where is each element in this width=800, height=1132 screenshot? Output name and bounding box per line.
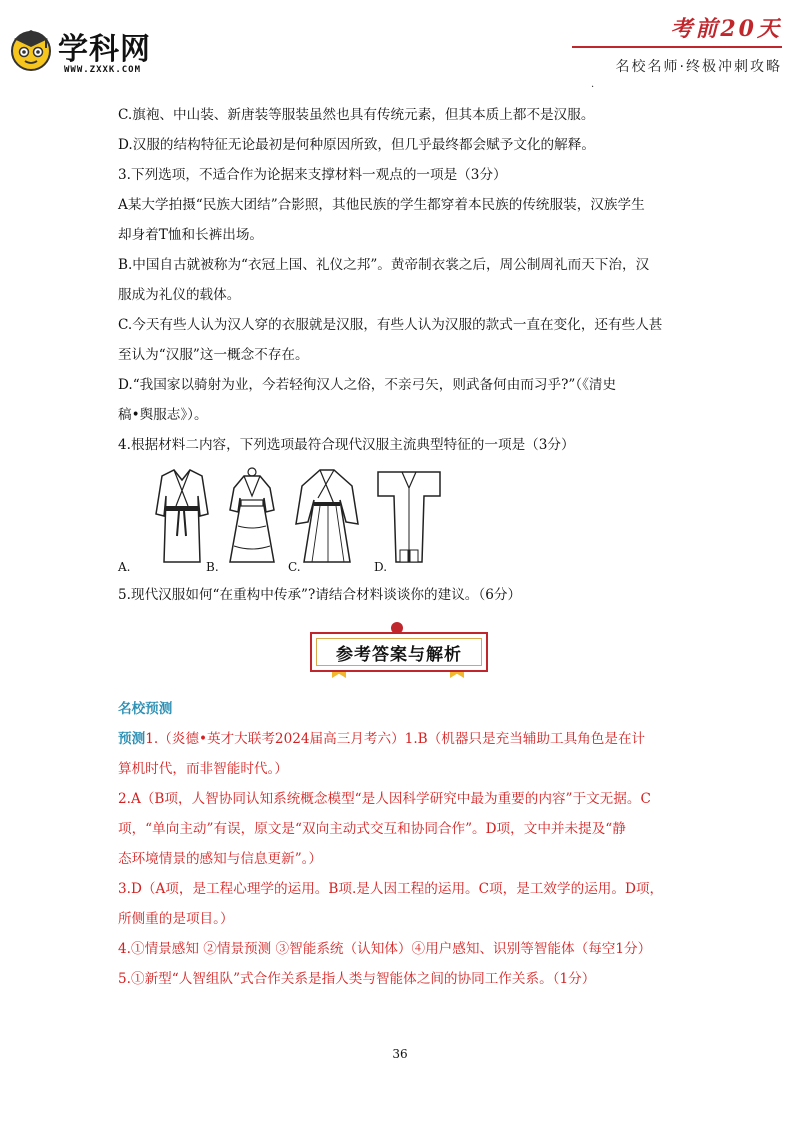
- question-4: 4.根据材料二内容，下列选项最符合现代汉服主流典型特征的一项是（3分）: [118, 437, 575, 453]
- question-3: 3.下列选项，不适合作为论据来支撑材料一观点的一项是（3分）: [118, 167, 507, 183]
- crossed-collar-hanfu-icon: [294, 466, 360, 566]
- layered-dress-icon: [224, 466, 280, 566]
- option-c-line2: 至认为“汉服”这一概念不存在。: [118, 347, 309, 363]
- banner-pin-icon: [391, 622, 403, 634]
- banner-frame: [310, 632, 488, 672]
- option-a-line2: 却身着T恤和长裤出场。: [118, 227, 264, 243]
- section-title: 名校预测: [118, 701, 173, 717]
- header-divider: [572, 46, 782, 48]
- site-logo: [8, 18, 178, 78]
- answer-3-line1: 3.D（A项，是工程心理学的运用。B项.是人因工程的运用。C项，是工效学的运用。D项，: [118, 881, 664, 897]
- option-a-line1: A某大学拍摄“民族大团结”合影照，其他民族的学生都穿着本民族的传统服装，汉族学生: [118, 197, 645, 213]
- header-tagline: [582, 14, 782, 78]
- figure-label-b: B.: [206, 560, 219, 574]
- logo-title: 学科网: [58, 32, 151, 67]
- logo-url: WWW.ZXXK.COM: [64, 65, 142, 75]
- text-line: C.旗袍、中山装、新唐装等服装虽然也具有传统元素，但其本质上都不是汉服。: [118, 107, 595, 123]
- header-title: 考前20天: [670, 16, 782, 42]
- figure-label-a: A.: [118, 560, 131, 574]
- wide-sleeve-robe-icon: [376, 466, 442, 566]
- option-b-line2: 服成为礼仪的载体。: [118, 287, 241, 303]
- logo-mascot-icon: [8, 26, 54, 72]
- robe-wrap-belt-icon: [154, 466, 210, 566]
- header-subtitle: 名校名师·终极冲刺攻略: [615, 59, 782, 75]
- answer-2-line1: 2.A（B项，人智协同认知系统概念模型“是人因科学研究中最为重要的内容”于文无据。C: [118, 791, 651, 807]
- figure-label-c: C.: [288, 560, 301, 574]
- header-dot: ·: [591, 82, 595, 93]
- banner-title: 参考答案与解析: [316, 638, 482, 666]
- option-d-line2: 稿•舆服志》）。: [118, 407, 208, 423]
- answer-banner-wrap: [118, 610, 698, 694]
- prediction-label: 预测: [118, 731, 146, 747]
- page-content: [118, 100, 698, 994]
- option-c-line1: C.今天有些人认为汉人穿的衣服就是汉服，有些人认为汉服的款式一直在变化，还有些人甚: [118, 317, 663, 333]
- answer-1-line1: [118, 724, 698, 754]
- question-5: 5.现代汉服如何“在重构中传承”?请结合材料谈谈你的建议。（6分）: [118, 587, 522, 603]
- answer-3-line2: 所侧重的是项目。）: [118, 911, 234, 927]
- text-line: D.汉服的结构特征无论最初是何种原因所致，但几乎最终都会赋予文化的解释。: [118, 137, 595, 153]
- clothing-figures: [118, 466, 698, 576]
- option-d-line1: D.“我国家以骑射为业，今若轻徇汉人之俗，不亲弓矢，则武备何由而习乎?”（《清史: [118, 377, 617, 393]
- answer-1-text: 1.（炎德•英才大联考2024届高三月考六）1.B（机器只是充当辅助工具角色是在计: [145, 731, 646, 747]
- answer-2-line2: 项，“单向主动”有误，原文是“双向主动式交互和协同合作”。D项，文中并未提及“静: [118, 821, 626, 837]
- figure-label-d: D.: [374, 560, 388, 574]
- page-number: 36: [392, 1047, 408, 1061]
- answer-5: 5.①新型“人智组队”式合作关系是指人类与智能体之间的协同工作关系。（1分）: [118, 971, 596, 987]
- answer-1-line2: 算机时代，而非智能时代。）: [118, 761, 288, 777]
- answer-banner: [310, 622, 486, 672]
- answer-4: 4.①情景感知 ②情景预测 ③智能系统（认知体）④用户感知、识别等智能体（每空1分）: [118, 941, 652, 957]
- answer-2-line3: 态环境情景的感知与信息更新”。）: [118, 851, 323, 867]
- option-b-line1: B.中国自古就被称为“衣冠上国、礼仪之邦”。黄帝制衣裳之后，周公制周礼而天下治，汉: [118, 257, 650, 273]
